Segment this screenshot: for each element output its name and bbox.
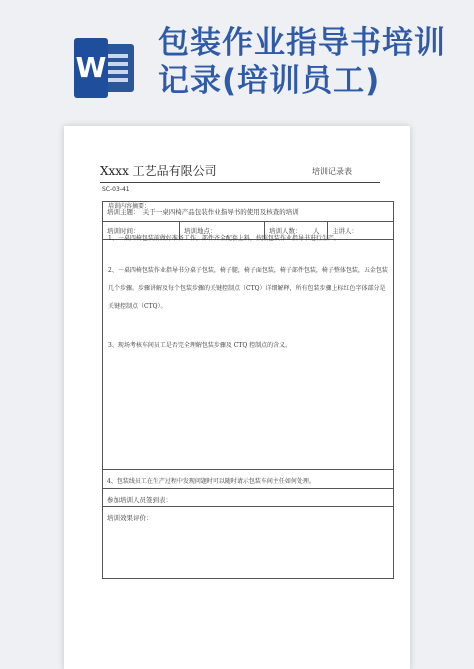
summary-item-4: 4、包装线员工在生产过程中发现问题时可以随时请示包装车间主任如何处理。 [107,478,315,485]
training-form [102,201,394,579]
note-row [103,471,393,489]
place-label: 培训地点： [184,227,217,235]
topic-cell: 培训主题： 关于一桌四椅产品包装作业指导书的使用及核查的培训 [107,208,299,216]
eval-label: 培训效果评价： [107,514,153,522]
form-title: 培训记录表 [312,167,352,176]
count-label: 培训人数： [269,227,302,235]
time-label: 培训时间： [107,227,140,235]
count-unit: 人 [313,227,320,235]
header-rule [100,182,380,183]
banner [0,0,474,112]
company-name: Xxxx 工艺品有限公司 [100,164,217,178]
summary-item-2: 2、一桌四椅包装作业指导书分桌子包装，椅子腿，椅子面包装，椅子部件包装，椅子整体包装，五金包装几个步骤。步骤讲解及每个包装步骤的关键控制点（CTQ）详细解释，所有包装步骤上标红色字体部分是关键控制点（CTQ）。 [108,267,388,310]
banner-title: 包装作业指导书培训记录(培训员工) [158,25,446,99]
signin-label: 参加培训人员签到表： [107,496,172,504]
summary-label: 培训内容摘要： [108,203,151,210]
signin-row [103,489,393,507]
form-code: SC-03-41 [102,186,130,193]
word-logo-letter: W [74,38,108,98]
summary-item-1: 1、一桌四椅包装前做好准备工作，部件齐全配套上料，按照包装作业指导书进行生产。 [108,235,340,242]
summary-item-3: 3、现场考核车间员工是否完全理解包装步骤及 CTQ 控制点的含义。 [108,342,292,349]
document-page [64,126,410,669]
word-icon [70,38,138,98]
eval-row [103,507,393,525]
lecturer-label: 主讲人： [332,227,358,235]
